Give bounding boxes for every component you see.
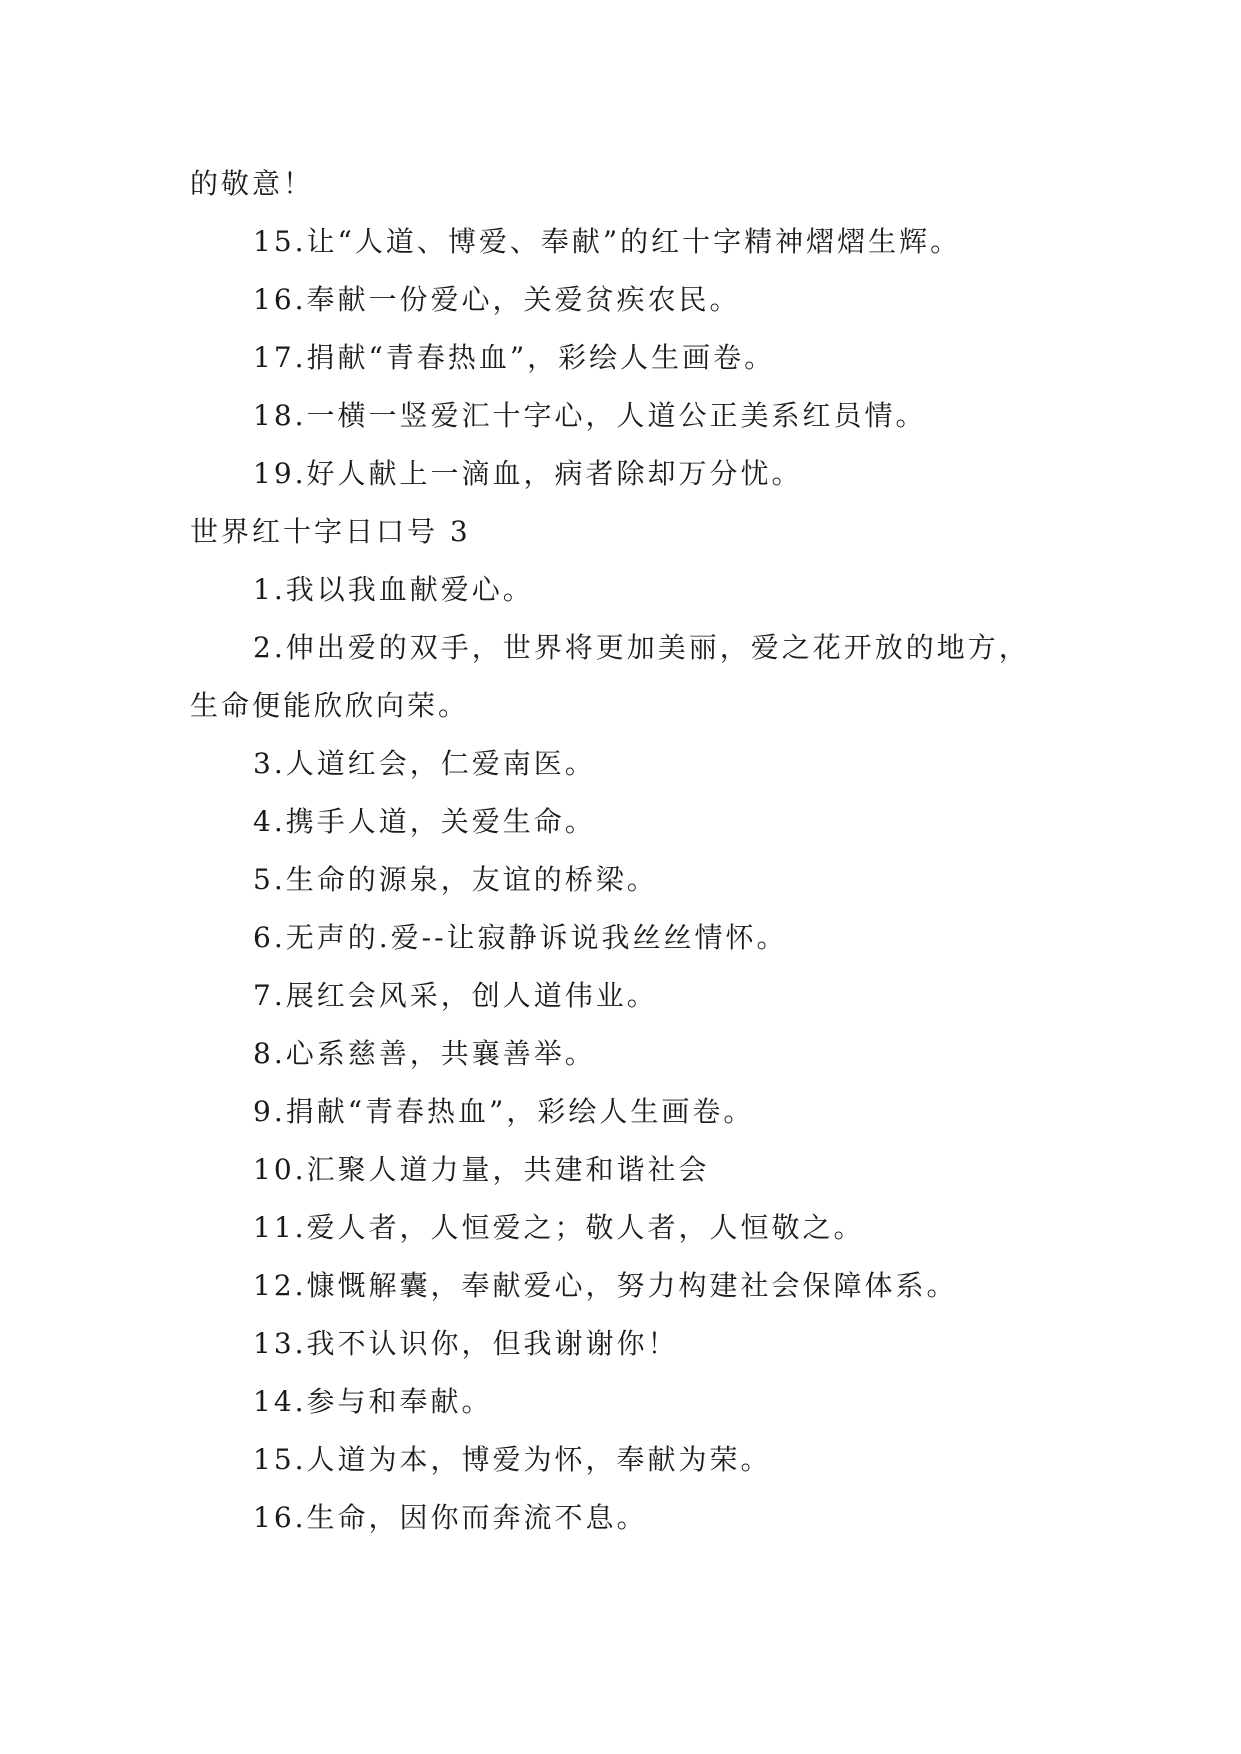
list-item: 14.参与和奉献。 [253, 1385, 493, 1418]
list-item: 12.慷慨解囊，奉献爱心，努力构建社会保障体系。 [253, 1269, 958, 1302]
list-item: 17.捐献“青春热血”，彩绘人生画卷。 [253, 341, 776, 374]
list-item: 6.无声的.爱--让寂静诉说我丝丝情怀。 [253, 921, 788, 954]
paragraph-continuation: 的敬意！ [190, 167, 315, 200]
list-item: 11.爱人者，人恒爱之；敬人者，人恒敬之。 [253, 1211, 865, 1244]
list-item: 7.展红会风采，创人道伟业。 [253, 979, 658, 1012]
list-item: 19.好人献上一滴血，病者除却万分忧。 [253, 457, 803, 490]
list-item: 13.我不认识你，但我谢谢你！ [253, 1327, 679, 1360]
list-item: 16.生命，因你而奔流不息。 [253, 1501, 648, 1534]
list-item: 15.让“人道、博爱、奉献”的红十字精神熠熠生辉。 [253, 225, 962, 258]
list-item: 9.捐献“青春热血”，彩绘人生画卷。 [253, 1095, 755, 1128]
list-item: 3.人道红会，仁爱南医。 [253, 747, 596, 780]
list-item-continuation: 生命便能欣欣向荣。 [190, 689, 470, 722]
list-item: 10.汇聚人道力量，共建和谐社会 [253, 1153, 710, 1186]
list-item: 5.生命的源泉，友谊的桥梁。 [253, 863, 658, 896]
list-item: 16.奉献一份爱心，关爱贫疾农民。 [253, 283, 741, 316]
list-item: 18.一横一竖爱汇十字心，人道公正美系红员情。 [253, 399, 927, 432]
list-item: 4.携手人道，关爱生命。 [253, 805, 596, 838]
list-item: 2.伸出爱的双手，世界将更加美丽，爱之花开放的地方， [253, 631, 1030, 664]
list-item: 1.我以我血献爱心。 [253, 573, 534, 606]
list-item: 15.人道为本，博爱为怀，奉献为荣。 [253, 1443, 772, 1476]
list-item: 8.心系慈善，共襄善举。 [253, 1037, 596, 1070]
section-title: 世界红十字日口号 3 [190, 515, 471, 548]
